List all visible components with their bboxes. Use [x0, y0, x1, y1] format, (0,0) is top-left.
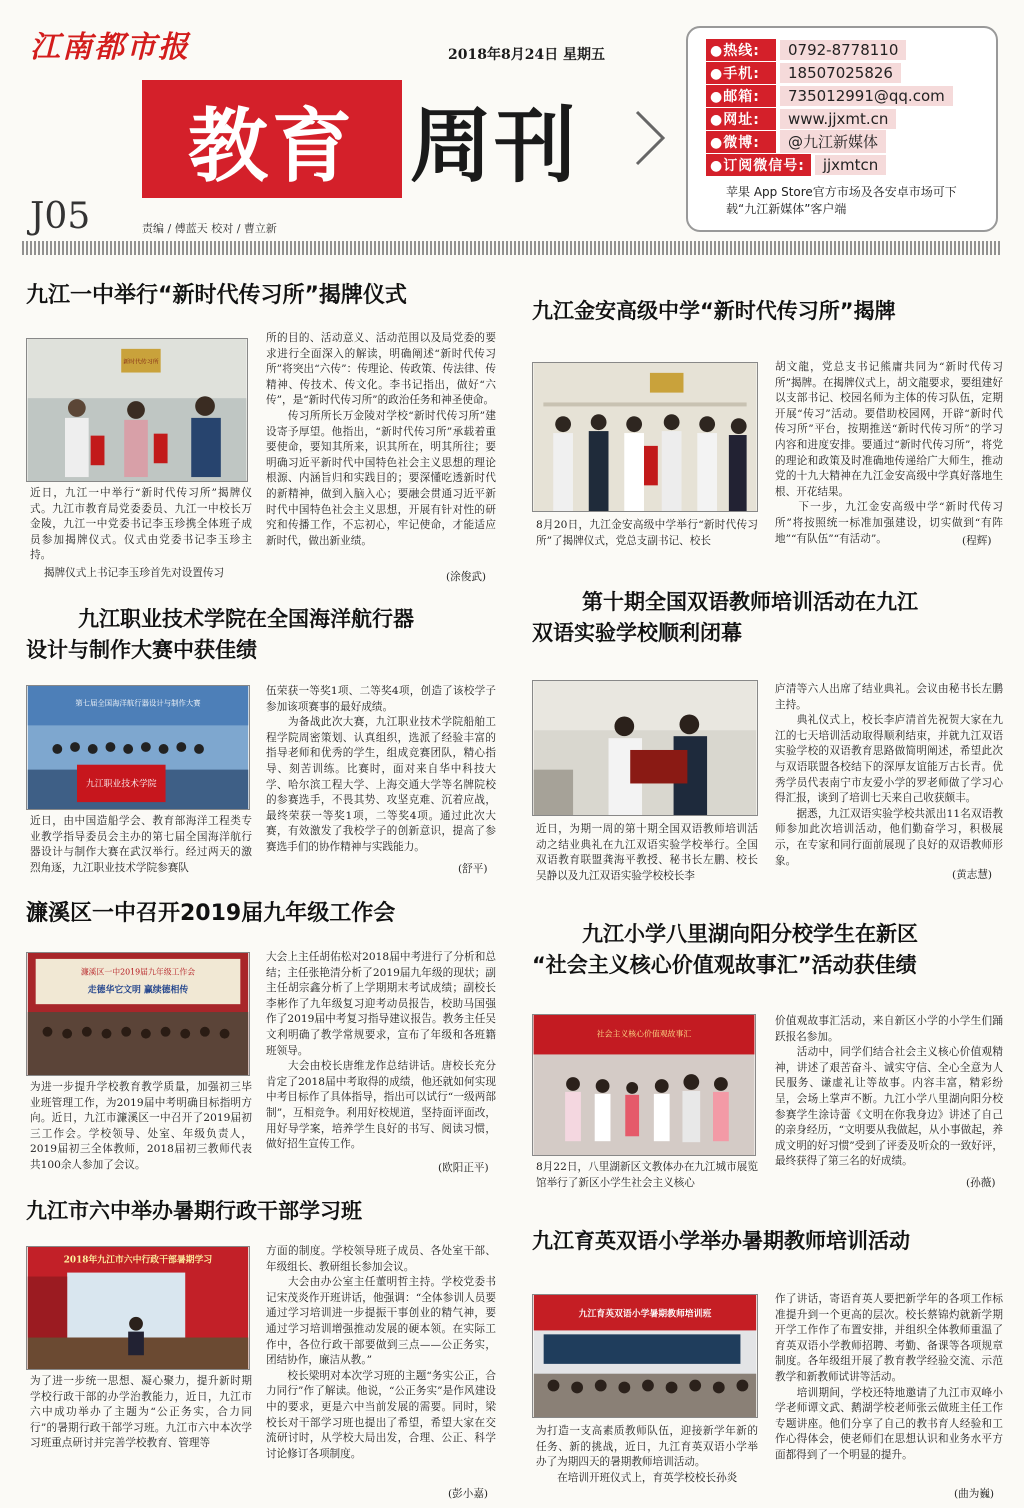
article-1-byline: (涂俊武): [446, 571, 487, 583]
article-3-caption: 近日，由中国造船学会、教育部海洋工程类专业教学指导委员会主办的第七届全国海洋航行器设计与制作大赛在武汉举行。经过两天的激烈角逐，九江职业技术学院参赛队: [30, 815, 252, 874]
photo-6-banner-text: 社会主义核心价值观故事汇: [596, 1029, 692, 1039]
web-label: ●网址:: [706, 108, 776, 130]
article-2-caption: 8月20日，九江金安高级中学举行“新时代传习所”了揭牌仪式，党总支副书记、校长: [536, 519, 758, 547]
photo-1-plaque-text: 新时代传习所: [123, 359, 159, 366]
article-2-byline: (程辉): [962, 535, 992, 547]
wechat-value[interactable]: jjxmtcn: [815, 155, 886, 175]
photo-5-banner-text-2: 走德华它文明 赢续德相传: [87, 985, 189, 996]
article-3-headline[interactable]: [26, 604, 496, 666]
article-5-caption: 为进一步提升学校教育教学质量，加强初三毕业班管理工作，为2019届中考明确目标指明方向。近日，九江市濂溪区一中召开了2019届初三工作会。学校领导、处室、年级负责人，2019届初三全体教师，2018届初三教师代表共100余人参加了会议。: [30, 1081, 252, 1171]
article-1-caption: 近日，九江一中举行“新时代传习所”揭牌仪式。九江市教育局党委委员、九江一中校长万金陵，九江一中党委书记李玉珍携全体班子成员参加揭牌仪式。仪式由党委书记李玉珍主持。: [30, 487, 252, 562]
email-label: ●邮箱:: [706, 85, 776, 107]
app-download-note: 苹果 App Store官方市场及各安卓市场可下载“九江新媒体”客户端: [726, 185, 957, 216]
article-7-body: 方面的制度。学校领导班子成员、各处室干部、年级组长、教研组长参加会议。 大会由办公室主任董明哲主持。学校党委书记宋茂炎作开班讲话，他强调：“全体参训人员要通过学习培训进一步提振干事创业的精气神，要通过学习培训增强推动发展的硬本领。在实际工作中，各位行政干部要做到三点——公正务实，团结协作，廉洁从教。” 校长梁明对本次学习班的主题“务实公正，合力同行”作了解读。他说，“公正务实”是作风建设中的要求，更是六中当前发展的需要。同时，梁校长对干部学习班也提出了希望，希望大家在交流研讨时，从学校大局出发，合理、公正、科学讨论修订各项制度。: [266, 1245, 496, 1460]
article-2-photo: [532, 362, 758, 512]
article-4-headline[interactable]: [532, 587, 1002, 649]
email-value[interactable]: 735012991@qq.com: [780, 86, 953, 106]
article-6-byline: (孙薇): [966, 1177, 996, 1189]
article-3-byline: (舒平): [458, 863, 488, 875]
article-4-body: 庐清等六人出席了结业典礼。会议由秘书长左鹏主持。 典礼仪式上，校长李庐清首先祝贺大家在九江的七天培训活动取得顺利结束，并就九江双语实验学校的双语教育思路做简明阐述，希望此次与双语联盟各校结下的深厚友谊能万古长青。优秀学员代表南宁市友爱小学的罗老师做了学习心得汇报，谈到了培训七天来自己收获颇丰。 据悉，九江双语实验学校共派出11名双语教师参加此次培训活动，他们勤奋学习，积极展示，在专家和同行面前展现了良好的双语教师形象。: [775, 683, 1003, 867]
article-6-body: 价值观故事汇活动，来自新区小学的小学生们踊跃报名参加。 活动中，同学们结合社会主义核心价值观精神，讲述了艰苦奋斗、诚实守信、全心全意为人民服务、谦虚礼让等故事。内容丰富，精彩纷呈，会场上掌声不断。九江小学八里湖向阳分校参赛学生涂诗蕾《文明在你我身边》讲述了自己的亲身经历，“文明要从我做起，从小事做起，养成文明的好习惯”受到了评委及听众的一致好评，最终获得了第三名的好成绩。: [775, 1015, 1003, 1168]
article-6-caption: 8月22日，八里湖新区文教体办在九江城市展览馆举行了新区小学生社会主义核心: [536, 1161, 758, 1189]
article-4-byline: (黄志慧): [952, 869, 993, 881]
article-7-headline[interactable]: 九江市六中举办暑期行政干部学习班: [26, 1199, 362, 1223]
phone-label: ●手机:: [706, 62, 776, 84]
article-4-headline-line-2: 双语实验学校顺利闭幕: [532, 621, 742, 645]
svg-text:九江职业技术学院: 九江职业技术学院: [85, 779, 157, 790]
issue-date: 2018年8月24日 星期五: [448, 47, 606, 63]
article-8-headline[interactable]: 九江育英双语小学举办暑期教师培训活动: [532, 1229, 910, 1253]
hotline-label: ●热线:: [706, 39, 776, 61]
hotline-value[interactable]: 0792-8778110: [780, 40, 906, 60]
header-divider: [22, 241, 1002, 255]
contact-wechat: [706, 153, 986, 176]
article-1-body: 所的目的、活动意义、活动范围以及局党委的要求进行全面深入的解读，明确阐述“新时代传习所”将突出“六传”：传理论、传政策、传法律、传精神、传技术、传文化。李书记指出，做好“六传”，是“新时代传习所”的政治任务和神圣使命。 传习所所长万金陵对学校“新时代传习所”建设寄予厚望。他指出，“新时代传习所”承载着重要使命，要知其所来，识其所在，明其所往；要明确习近平新时代中国特色社会主义思想的理论根源、内涵旨归和实践目的；要深懂吃透新时代的新精神，做到入脑入心；要融会贯通习近平新时代中国特色社会主义思想，开展有针对性的研究和传播工作，不忘初心，牢记使命，才能适应新时代，做出新业绩。: [266, 332, 496, 547]
article-5-body: 大会上主任胡佑松对2018届中考进行了分析和总结；主任张艳清分析了2019届九年级的现状；副主任胡宗鑫分析了上学期期末考试成绩；副校长李彬作了九年级复习迎考动员报告，校助马国强作了2019届中考复习指导建议报告。教务主任吴文利明确了教学常规要求，宣布了年级和各班籍班领导。 大会由校长唐维龙作总结讲话。唐校长充分肯定了2018届中考取得的成绩，他还就如何实现中考目标作了具体指导，指出可以试行“一级两部制”，互相竞争。利用好校规道，坚持面评面改，用好导学案，培养学生良好的书写、阅读习惯，做好招生宣传工作。: [266, 951, 496, 1151]
article-4-caption: 近日，为期一周的第十期全国双语教师培训活动之结业典礼在九江双语实验学校举行。全国双语教育联盟龚海平教授、秘书长左鹏、校长吴静以及九江双语实验学校校长李: [536, 823, 758, 882]
article-1-headline[interactable]: 九江一中举行“新时代传习所”揭牌仪式: [26, 283, 407, 308]
article-6-headline-line-2: “社会主义核心价值观故事汇”活动获佳绩: [532, 953, 917, 977]
article-1-caption-cont: 揭牌仪式上书记李玉珍首先对设置传习: [44, 567, 225, 579]
article-8-body: 作了讲话，寄语育英人要把新学年的各项工作标准提升到一个更高的层次。校长蔡锦灼就新学期开学工作作了布置安排，并组织全体教师重温了育英双语小学教师招聘、考勤、备课等各项规章制度。各年级组开展了教育教学经验交流、示范教学和新教师试讲等活动。 培训期间，学校还特地邀请了九江市双峰小学老师谭文武、鹅湖学校老师张云做班主任工作专题讲座。他们分享了自己的教书育人经验和工作心得体会，使老师们在思想认识和业务水平方面都得到了一个明显的提升。: [775, 1293, 1003, 1461]
article-3-photo: [26, 685, 250, 810]
web-value[interactable]: www.jjxmt.cn: [780, 109, 896, 129]
article-8-caption: 为打造一支高素质教师队伍，迎接新学年新的任务、新的挑战，近日，九江育英双语小学举办了为期四天的暑期教师培训活动。 在培训开班仪式上，育英学校校长孙炎: [536, 1425, 758, 1484]
masthead-weekly: 周刊: [410, 98, 579, 194]
photo-7-banner-text: 2018年九江市六中行政干部暑期学习: [63, 1255, 213, 1266]
editors-credit: 责编 / 傅蓝天 校对 / 曹立新: [142, 222, 277, 235]
article-1-photo: [26, 338, 248, 482]
wechat-label: ●订阅微信号:: [706, 154, 811, 176]
article-6-headline[interactable]: [532, 919, 1002, 981]
article-5-byline: (欧阳正平): [438, 1162, 489, 1174]
article-4-headline-line-1: 第十期全国双语教师培训活动在九江: [582, 590, 918, 614]
page-number: J05: [30, 196, 91, 237]
article-8-byline: (曲为巍): [954, 1488, 995, 1500]
masthead-education: 教育: [142, 80, 402, 198]
contact-email: [706, 84, 986, 107]
article-3-headline-line-2: 设计与制作大赛中获佳绩: [26, 638, 257, 662]
photo-3-banner-text: 第七届全国海洋航行器设计与制作大赛: [75, 698, 201, 708]
contact-hotline: [706, 38, 986, 61]
article-8-photo: [532, 1294, 758, 1418]
article-6-headline-line-1: 九江小学八里湖向阳分校学生在新区: [582, 922, 918, 946]
article-6-photo: [532, 1014, 756, 1156]
contact-web: [706, 107, 986, 130]
article-3-body: 伍荣获一等奖1项、二等奖4项，创造了该校学子参加该项赛事的最好成绩。 为备战此次大赛，九江职业技术学院船舶工程学院周密策划、认真组织，选派了经验丰富的指导老师和优秀的学生，组成竞赛团队，精心指导、刻苦训练。比赛时，面对来自华中科技大学、哈尔滨工程大学、上海交通大学等名牌院校的参赛选手，不畏其势、攻坚克难、沉着应战，最终荣获一等奖1项，二等奖4项。通过此次大赛，有效激发了我校学子的创新意识，提高了参赛选手们的协作精神与实践能力。: [266, 685, 496, 853]
article-7-photo: [26, 1246, 250, 1370]
article-3-headline-line-1: 九江职业技术学院在全国海洋航行器: [78, 607, 414, 631]
photo-5-banner-text: 濂溪区一中2019届九年级工作会: [80, 967, 196, 977]
article-7-caption: 为了进一步统一思想、凝心聚力，提升新时期学校行政干部的办学治教能力，近日，九江市六中成功举办了主题为“公正务实，合力同行”的暑期行政干部学习班。九江市六中本次学习班重点研讨并完善学校教育、管理等: [30, 1375, 252, 1450]
contact-box: [686, 26, 998, 232]
article-7-byline: (彭小嘉): [448, 1488, 489, 1500]
contact-weibo: [706, 130, 986, 153]
article-2-body: 胡文龍，党总支书记熊庸共同为“新时代传习所”揭牌。在揭牌仪式上，胡文龍要求，要组建好以支部书记、校园名师为主体的传习队伍，定期开展“传习”活动。要借助校园网，开辟“新时代传习所”平台，按期推送“新时代传习所”的学习内容和进度安排。要通过“新时代传习所”，将党的理论和政策及时准确地传递给广大师生，推动党的十九大精神在九江金安高级中学真好落地生根、开花结果。 下一步，九江金安高级中学“新时代传习所”将按照统一标准加强建设，切实做到“有阵地”“有队伍”“有活动”。: [775, 361, 1003, 545]
contact-phone: [706, 61, 986, 84]
weibo-label: ●微博:: [706, 131, 776, 153]
article-5-photo: [26, 952, 250, 1076]
article-2-headline[interactable]: 九江金安高级中学“新时代传习所”揭牌: [532, 299, 896, 323]
phone-value[interactable]: 18507025826: [780, 63, 901, 83]
article-5-headline[interactable]: 濂溪区一中召开2019届九年级工作会: [26, 901, 396, 926]
photo-8-banner-text: 九江育英双语小学暑期教师培训班: [578, 1309, 712, 1320]
chevron-right-icon: [633, 108, 669, 168]
paper-name-logo: 江南都市报: [30, 30, 190, 65]
article-4-photo: [532, 680, 758, 816]
weibo-value[interactable]: @九江新媒体: [780, 130, 886, 153]
